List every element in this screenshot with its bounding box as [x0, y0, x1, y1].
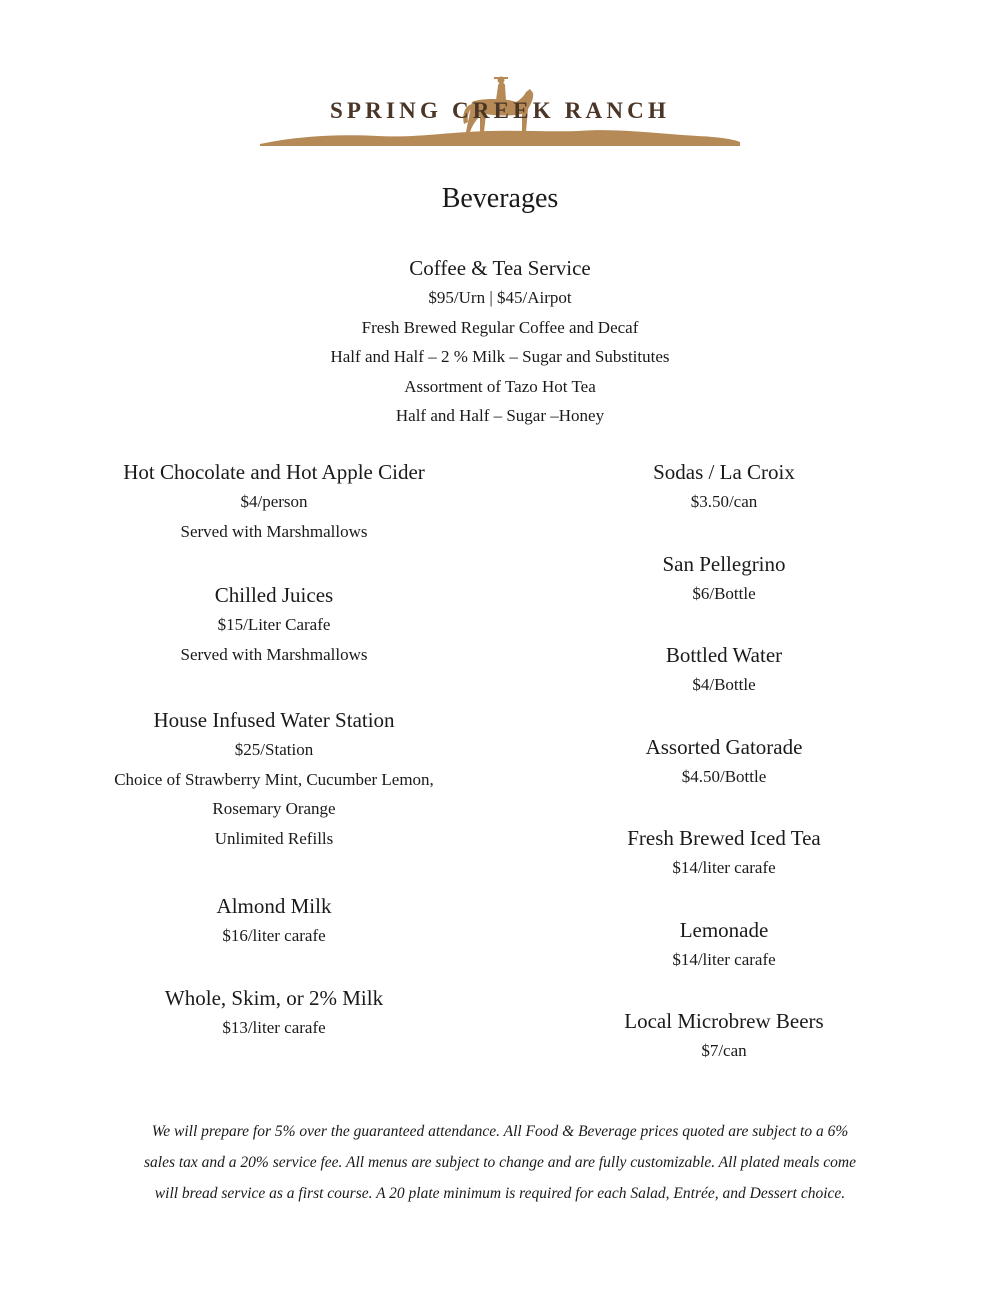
item-name: Almond Milk	[216, 894, 332, 918]
item-price: $25/Station	[234, 740, 314, 759]
menu-item-lemonade	[548, 915, 900, 975]
menu-item-infused-water	[74, 705, 474, 853]
menu-item-san-pellegrino	[548, 549, 900, 609]
item-price: $13/liter carafe	[222, 1017, 326, 1037]
footer-line: will bread service as a first course. A 20 plate minimum is required for each Salad, Entrée, and Dessert choice.	[154, 1185, 846, 1202]
item-price: $7/can	[701, 1041, 747, 1060]
item-detail: Served with Marshmallows	[180, 521, 368, 541]
item-name: Fresh Brewed Iced Tea	[627, 826, 821, 850]
item-price: $4.50/Bottle	[681, 766, 767, 786]
item-price: $4/person	[240, 492, 308, 511]
item-detail: Rosemary Orange	[212, 799, 336, 818]
item-detail: Half and Half – Sugar –Honey	[395, 406, 605, 425]
right-column	[548, 457, 900, 1066]
item-name: House Infused Water Station	[153, 708, 395, 732]
item-name: Local Microbrew Beers	[624, 1009, 824, 1033]
menu-item-gatorade	[548, 732, 900, 792]
left-column	[74, 457, 474, 1042]
item-name: Chilled Juices	[214, 583, 334, 607]
menu-item-bottled-water	[548, 640, 900, 700]
menu-item-microbrew-beers	[548, 1006, 900, 1066]
ranch-logo	[258, 76, 742, 148]
item-detail: Unlimited Refills	[214, 828, 334, 848]
item-detail: Assortment of Tazo Hot Tea	[404, 376, 596, 396]
item-detail: Fresh Brewed Regular Coffee and Decaf	[361, 317, 639, 337]
item-name: Sodas / La Croix	[653, 460, 795, 484]
menu-item-hot-chocolate	[74, 457, 474, 546]
logo-text: SPRING CREEK RANCH	[329, 98, 671, 123]
menu-item-iced-tea	[548, 823, 900, 883]
coffee-tea-service	[200, 253, 800, 431]
item-price: $4/Bottle	[692, 675, 756, 694]
item-price: $15/Liter Carafe	[217, 615, 331, 634]
menu-item-almond-milk	[74, 891, 474, 951]
item-name: Hot Chocolate and Hot Apple Cider	[123, 460, 425, 484]
menu-item-sodas	[548, 457, 900, 517]
item-name: Whole, Skim, or 2% Milk	[164, 985, 384, 1010]
footer-line: We will prepare for 5% over the guaranteed attendance. All Food & Beverage prices quoted are subject to a 6%	[151, 1123, 849, 1140]
item-price: $95/Urn | $45/Airpot	[428, 288, 572, 307]
item-detail: Served with Marshmallows	[180, 644, 368, 664]
item-detail: Half and Half – 2 % Milk – Sugar and Substitutes	[330, 347, 670, 366]
item-price: $14/liter carafe	[672, 858, 776, 877]
item-detail: Choice of Strawberry Mint, Cucumber Lemon,	[114, 769, 434, 789]
footer-line: sales tax and a 20% service fee. All menus are subject to change and are fully customizable. All plated meals come	[144, 1154, 856, 1171]
item-price: $3.50/can	[690, 492, 758, 511]
item-price: $16/liter carafe	[222, 926, 326, 945]
item-price: $14/liter carafe	[672, 949, 776, 969]
item-name: Lemonade	[679, 917, 769, 942]
item-name: San Pellegrino	[662, 551, 786, 576]
menu-item-chilled-juices	[74, 580, 474, 669]
item-name: Assorted Gatorade	[645, 734, 803, 759]
menu-item-milk	[74, 983, 474, 1043]
item-name: Bottled Water	[665, 643, 783, 667]
item-price: $6/Bottle	[692, 583, 756, 603]
item-name: Coffee & Tea Service	[409, 256, 591, 280]
footer-note	[110, 1116, 890, 1209]
page-title: Beverages	[441, 183, 559, 214]
